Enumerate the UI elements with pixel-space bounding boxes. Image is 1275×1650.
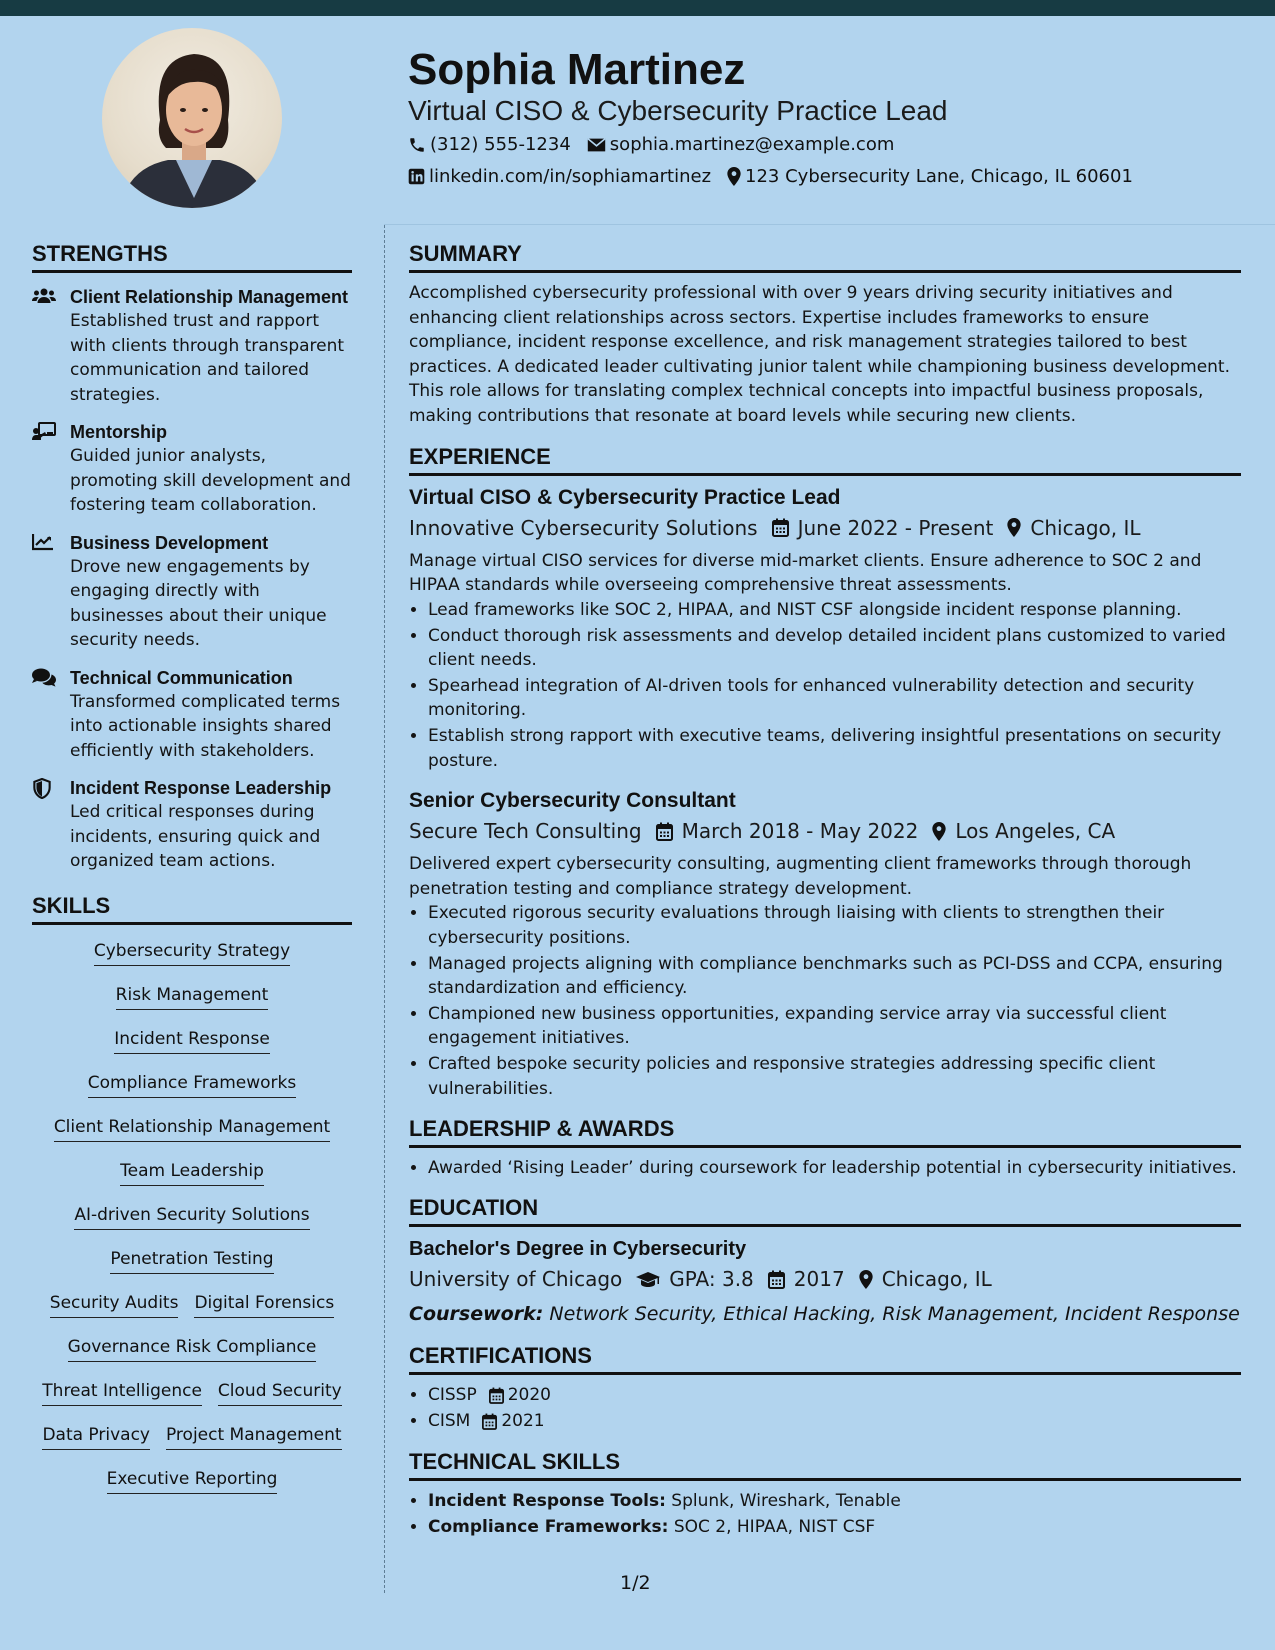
calendar-icon xyxy=(772,518,789,537)
strength-item xyxy=(32,531,352,653)
skill-tag: AI-driven Security Solutions xyxy=(74,1203,309,1230)
school-name: University of Chicago xyxy=(409,1267,623,1292)
technical-skills-list xyxy=(428,1489,1241,1539)
job-entry xyxy=(409,787,1241,1101)
degree-title: Bachelor's Degree in Cybersecurity xyxy=(409,1238,747,1261)
skill-tag: Project Management xyxy=(166,1423,342,1450)
job-description: Manage virtual CISO services for diverse mid-market clients. Ensure adherence to SOC 2 and HIPAA standards while overseeing comprehensive threat assessments. xyxy=(409,550,1202,596)
technical-skill-label: Incident Response Tools: xyxy=(428,1490,666,1511)
calendar-icon xyxy=(768,1270,785,1289)
skill-tag: Team Leadership xyxy=(120,1159,264,1186)
job-bullet: • Establish strong rapport with executive teams, delivering insightful presentations on security posture. xyxy=(428,724,1241,773)
job-bullet: • Crafted bespoke security policies and responsive strategies addressing specific client vulnerabilities. xyxy=(428,1052,1241,1101)
strength-item xyxy=(32,420,352,518)
map-marker-icon xyxy=(859,1270,873,1289)
phone-contact[interactable] xyxy=(408,134,571,155)
graduation-year: 2017 xyxy=(793,1267,845,1292)
strengths-title: STRENGTHS xyxy=(32,240,352,273)
top-bar xyxy=(0,0,1275,16)
skill-tag: Cybersecurity Strategy xyxy=(94,939,290,966)
certifications-list xyxy=(428,1383,1241,1433)
skill-tag: Governance Risk Compliance xyxy=(68,1335,317,1362)
users-icon xyxy=(32,287,56,305)
certification-item xyxy=(428,1383,1241,1407)
job-title: Senior Cybersecurity Consultant xyxy=(409,789,736,813)
job-dates: March 2018 - May 2022 xyxy=(681,819,919,844)
linkedin-icon xyxy=(408,168,425,185)
phone-text: (312) 555-1234 xyxy=(430,134,571,155)
contact-row-2 xyxy=(408,166,1149,187)
technical-skill-value: SOC 2, HIPAA, NIST CSF xyxy=(673,1516,876,1537)
certification-item xyxy=(428,1409,1241,1433)
summary-text: Accomplished cybersecurity professional with over 9 years driving security initiatives and enhancing client relationships across sectors. Expertise includes frameworks to ensure compliance, incident response excellence, and risk management strategies tailored to best practices. A dedicated leader cultivating junior talent while championing business development. This role allows for translating complex technical concepts into impactful business proposals, making contributions that resonate at board levels while securing new clients. xyxy=(409,283,1231,426)
address-contact xyxy=(727,166,1133,187)
strength-title: Business Development xyxy=(70,532,269,553)
skill-tag: Penetration Testing xyxy=(110,1247,273,1274)
school-location: Chicago, IL xyxy=(881,1267,992,1292)
technical-skills-title: TECHNICAL SKILLS xyxy=(409,1448,1241,1481)
skill-tag: Client Relationship Management xyxy=(54,1115,330,1142)
summary-title: SUMMARY xyxy=(409,240,1241,273)
strength-desc: Established trust and rapport with clients through transparent communication and tailored strategies. xyxy=(70,311,345,405)
coursework-text: Network Security, Ethical Hacking, Risk Management, Incident Response xyxy=(549,1303,1240,1326)
job-bullet: • Spearhead integration of AI-driven tools for enhanced vulnerability detection and security monitoring. xyxy=(428,674,1241,723)
job-entry xyxy=(409,484,1241,774)
awards-list xyxy=(428,1156,1241,1180)
skill-tag: Threat Intelligence xyxy=(42,1379,202,1406)
job-bullet: • Lead frameworks like SOC 2, HIPAA, and NIST CSF alongside incident response planning. xyxy=(428,598,1241,622)
strength-desc: Led critical responses during incidents, ensuring quick and organized team actions. xyxy=(70,802,321,871)
coursework xyxy=(409,1300,1241,1328)
job-bullets xyxy=(428,901,1241,1101)
skill-tag: Cloud Security xyxy=(218,1379,342,1406)
linkedin-text: linkedin.com/in/sophiamartinez xyxy=(429,166,712,187)
linkedin-contact[interactable] xyxy=(408,166,711,187)
strength-title: Client Relationship Management xyxy=(70,287,349,307)
profile-photo xyxy=(102,28,282,208)
candidate-headline: Virtual CISO & Cybersecurity Practice Lead xyxy=(408,95,948,126)
email-contact[interactable] xyxy=(587,134,895,155)
job-location: Chicago, IL xyxy=(1030,515,1141,540)
skill-tag: Incident Response xyxy=(114,1027,270,1054)
job-company: Innovative Cybersecurity Solutions xyxy=(409,515,758,540)
contact-row-1 xyxy=(408,134,910,155)
strength-desc: Transformed complicated terms into actionable insights shared efficiently with stakeholders. xyxy=(70,691,341,761)
job-bullet: • Executed rigorous security evaluations through liaising with clients to strengthen their cybersecurity positions. xyxy=(428,901,1241,950)
map-marker-icon xyxy=(727,167,741,186)
job-meta xyxy=(409,816,1241,846)
education-title: EDUCATION xyxy=(409,1194,1241,1227)
right-column xyxy=(409,240,1241,1541)
job-title: Virtual CISO & Cybersecurity Practice Lead xyxy=(409,485,841,509)
chalkboard-teacher-icon xyxy=(32,422,56,440)
job-bullet: • Managed projects aligning with compliance benchmarks such as PCI-DSS and CCPA, ensuring standardization and efficiency. xyxy=(428,952,1241,1001)
education-meta xyxy=(409,1264,1241,1294)
skill-tag: Security Audits xyxy=(50,1291,179,1318)
chart-line-icon xyxy=(32,533,54,551)
certifications-title: CERTIFICATIONS xyxy=(409,1342,1241,1375)
skill-tag: Digital Forensics xyxy=(194,1291,334,1318)
header-divider xyxy=(384,224,1275,225)
job-bullet: • Championed new business opportunities, expanding service array via successful client engagement initiatives. xyxy=(428,1002,1241,1051)
job-location: Los Angeles, CA xyxy=(955,819,1116,844)
cert-year: 2021 xyxy=(501,1411,545,1432)
job-description: Delivered expert cybersecurity consulting, augmenting client frameworks through thorough penetration testing and compliance strategy development. xyxy=(409,854,1192,899)
skill-tag: Data Privacy xyxy=(42,1423,150,1450)
skill-tag: Risk Management xyxy=(116,983,269,1010)
candidate-name: Sophia Martinez xyxy=(408,45,746,94)
skill-tag: Compliance Frameworks xyxy=(88,1071,296,1098)
comments-icon xyxy=(32,668,56,687)
technical-skill-item xyxy=(428,1515,1241,1539)
education-entry xyxy=(409,1235,1241,1328)
strength-desc: Drove new engagements by engaging directly with businesses about their unique security needs. xyxy=(70,556,327,650)
cert-name: • CISM xyxy=(428,1411,471,1432)
awards-title: LEADERSHIP & AWARDS xyxy=(409,1115,1241,1148)
strength-title: Technical Communication xyxy=(70,667,293,688)
calendar-icon xyxy=(482,1413,497,1430)
cert-name: • CISSP xyxy=(428,1385,477,1406)
strength-item xyxy=(32,666,352,764)
job-bullet: • Conduct thorough risk assessments and develop detailed incident plans customized to varied client needs. xyxy=(428,624,1241,673)
skills-list xyxy=(32,939,352,1511)
phone-icon xyxy=(408,136,426,154)
envelope-icon xyxy=(587,137,606,153)
address-text: 123 Cybersecurity Lane, Chicago, IL 60601 xyxy=(745,166,1133,187)
strength-item xyxy=(32,285,352,407)
experience-title: EXPERIENCE xyxy=(409,443,1241,476)
email-text: sophia.martinez@example.com xyxy=(609,134,895,155)
coursework-label: Coursework: xyxy=(409,1303,544,1326)
calendar-icon xyxy=(656,822,673,841)
gpa-text: GPA: 3.8 xyxy=(669,1267,754,1292)
award-item: • Awarded ‘Rising Leader’ during coursework for leadership potential in cybersecurity initiatives. xyxy=(428,1156,1241,1180)
technical-skill-value: Splunk, Wireshark, Tenable xyxy=(671,1490,901,1511)
page-number: 1/2 xyxy=(620,1572,651,1594)
cert-year: 2020 xyxy=(507,1385,551,1406)
skills-title: SKILLS xyxy=(32,892,352,925)
strength-desc: Guided junior analysts, promoting skill development and fostering team collaboration. xyxy=(70,446,351,515)
technical-skill-label: Compliance Frameworks: xyxy=(428,1516,669,1537)
graduation-cap-icon xyxy=(636,1271,660,1288)
skill-tag: Executive Reporting xyxy=(107,1467,278,1494)
column-divider xyxy=(384,225,385,1593)
strength-item xyxy=(32,776,352,874)
strength-title: Incident Response Leadership xyxy=(70,778,332,798)
shield-icon xyxy=(32,778,52,799)
left-column xyxy=(32,240,352,1511)
job-meta xyxy=(409,513,1241,543)
map-marker-icon xyxy=(932,822,946,841)
strength-title: Mentorship xyxy=(70,422,167,442)
technical-skill-item xyxy=(428,1489,1241,1513)
job-bullets xyxy=(428,598,1241,773)
map-marker-icon xyxy=(1007,518,1021,537)
job-company: Secure Tech Consulting xyxy=(409,819,642,844)
job-dates: June 2022 - Present xyxy=(797,515,994,540)
calendar-icon xyxy=(489,1387,504,1404)
